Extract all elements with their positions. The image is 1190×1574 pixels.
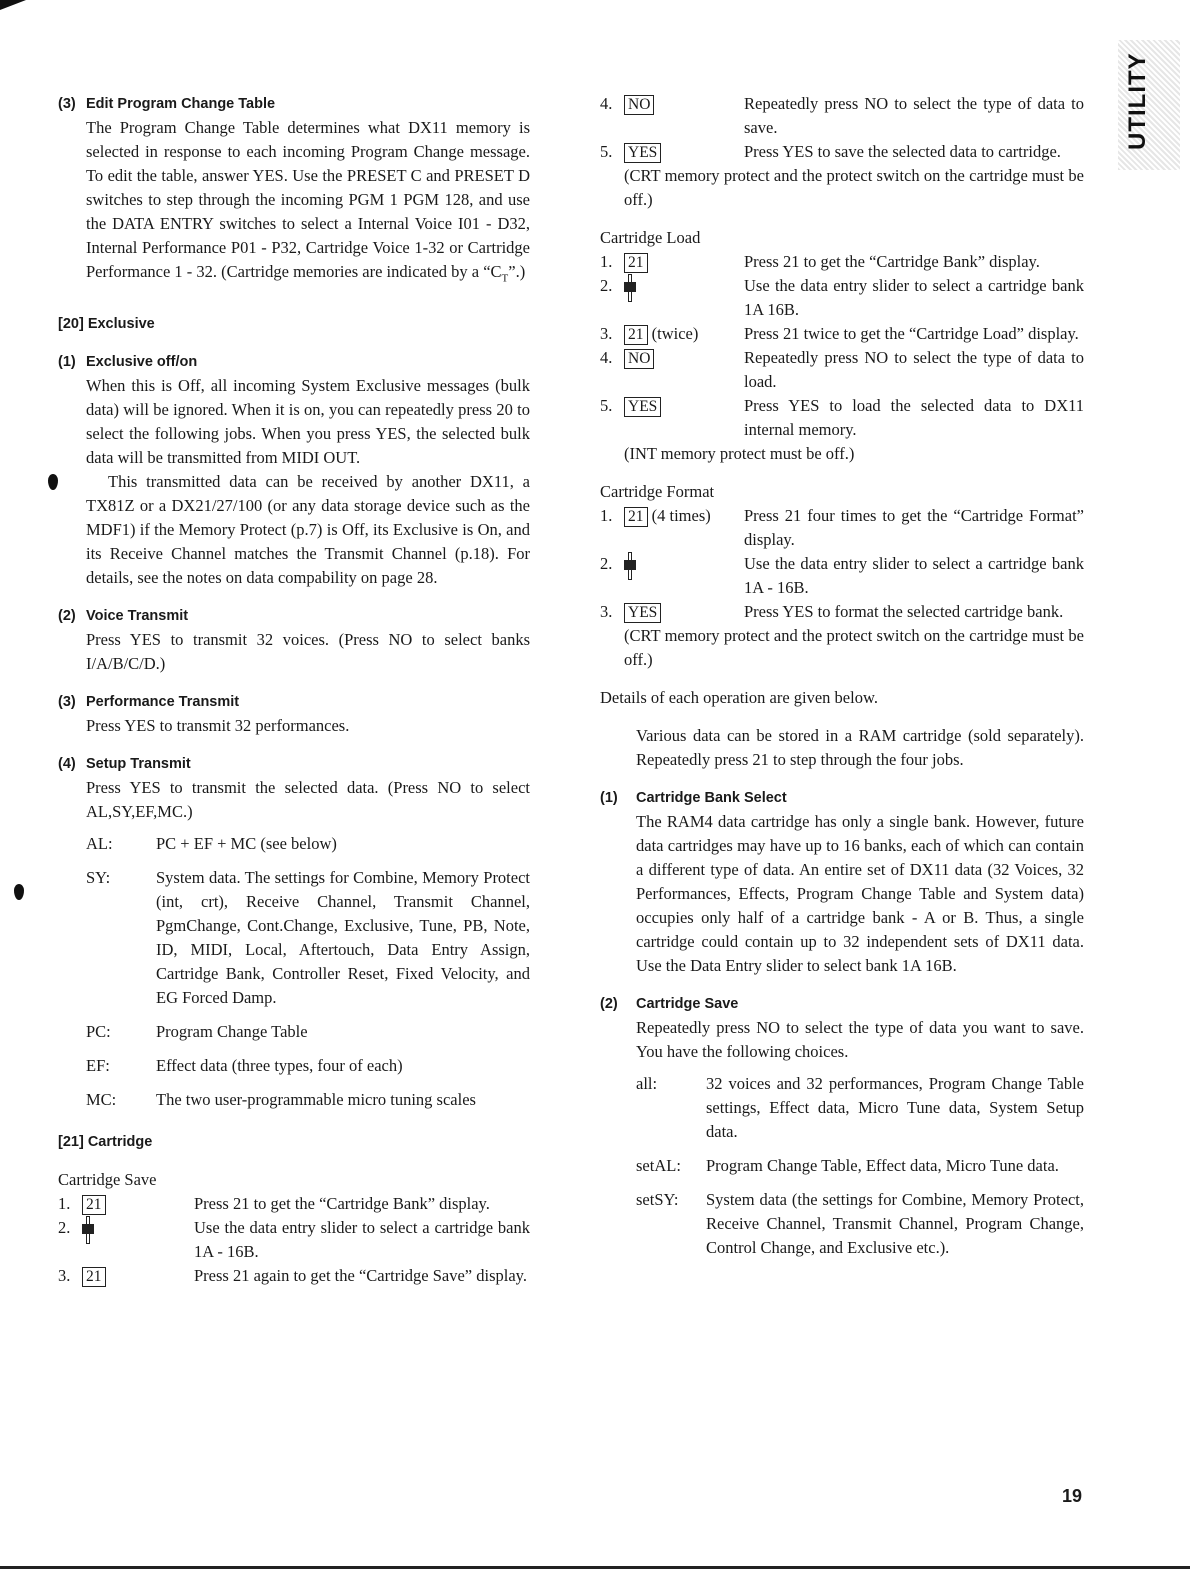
key-21: 21 — [624, 325, 648, 345]
note-crt-protect-format: (CRT memory protect and the protect switch on the cartridge must be off.) — [624, 626, 1084, 669]
paragraph-exclusive-1: When this is Off, all incoming System Exclusive messages (bulk data) will be ignored. When it is on, you can repeatedly press 20 to select the following jobs. When you press YES, the selected bulk data will be transmitted from MIDI OUT. — [86, 376, 530, 468]
paragraph-performance-transmit: Press YES to transmit 32 performances. — [86, 716, 350, 736]
step-item: 3. 21 (twice) Press 21 twice to get the “Cartridge Load” display. — [600, 324, 1079, 343]
paragraph-cartridge-save: Repeatedly press NO to select the type of data you want to save. You have the following choices. — [636, 1018, 1084, 1061]
corner-mark — [0, 0, 26, 10]
slider-icon — [82, 1216, 94, 1244]
page-number: 19 — [1062, 1486, 1083, 1506]
heading-cartridge: [21] Cartridge — [58, 1134, 153, 1151]
heading-cartridge-bank-select: (1) Cartridge Bank Select — [600, 790, 787, 806]
subheading-cartridge-format: Cartridge Format — [600, 482, 715, 501]
heading-exclusive: [20] Exclusive — [58, 316, 155, 333]
list-item: setSY: System data (the settings for Combine, Memory Protect, Receive Channel, Transmit Channel, Program Change, Control Change, and Exclusive etc.). — [636, 1190, 1084, 1257]
left-column — [58, 92, 530, 1288]
key-21: 21 — [624, 507, 648, 527]
key-21: 21 — [624, 253, 648, 273]
list-item: PC: Program Change Table — [86, 1022, 308, 1042]
key-yes: YES — [624, 397, 661, 417]
step-item: 1. 21 Press 21 to get the “Cartridge Bank” display. — [600, 252, 1040, 271]
setup-transmit-list — [58, 832, 530, 1112]
step-item: 4. NO Repeatedly press NO to select the type of data to load. — [600, 348, 1084, 391]
heading-exclusive-off-on: (1) Exclusive off/on — [58, 354, 198, 371]
cartridge-save-steps — [58, 1192, 530, 1288]
right-column — [600, 92, 1084, 1270]
list-item: setAL: Program Change Table, Effect data, Micro Tune data. — [636, 1156, 1059, 1175]
step-item: 1. 21 Press 21 to get the “Cartridge Bank” display. — [58, 1194, 490, 1214]
margin-dot-mark — [14, 884, 24, 900]
slider-icon — [624, 274, 636, 302]
cartridge-save-choices — [600, 1072, 1084, 1260]
paragraph-various-data: Various data can be stored in a RAM cartridge (sold separately). Repeatedly press 21 to step through the four jobs. — [636, 726, 1084, 769]
cartridge-load-steps — [600, 250, 1084, 442]
note-crt-protect: (CRT memory protect and the protect switch on the cartridge must be off.) — [624, 166, 1084, 209]
step-item: 3. YES Press YES to format the selected cartridge bank. — [600, 602, 1064, 621]
margin-dot-mark — [48, 474, 58, 490]
section-tab-label: UTILITY — [1124, 52, 1151, 150]
slider-icon — [624, 552, 636, 580]
step-item: 2. Use the data entry slider to select a cartridge bank 1A - 16B. — [58, 1218, 530, 1262]
list-item: MC: The two user-programmable micro tuning scales — [86, 1090, 476, 1110]
step-item: 1. 21 (4 times) Press 21 four times to get the “Cartridge Format” display. — [600, 506, 1084, 549]
step-item: 5. YES Press YES to load the selected data to DX11 internal memory. — [600, 396, 1084, 439]
cartridge-save-steps-continued — [600, 92, 1084, 164]
key-21: 21 — [82, 1267, 106, 1287]
heading-performance-transmit: (3) Performance Transmit — [58, 694, 240, 711]
list-item: SY: System data. The settings for Combine, Memory Protect (int, crt), Receive Channel, Transmit Channel, PgmChange, Cont.Change, Exclusive, Tune, PB, Note, ID, MIDI, Local, Aftertouch, Data Entry Assign, Cartridge Bank, Controller Reset, Fixed Velocity, and EG Forced Damp. — [86, 868, 530, 1008]
subheading-cartridge-load: Cartridge Load — [600, 228, 701, 247]
paragraph-edit-program-change: The Program Change Table determines what DX11 memory is selected in response to each incoming Program Change message. To edit the table, answer YES. Use the PRESET C and PRESET D switches to step through the incoming PGM 1 PGM 128, and use the DATA ENTRY switches to select a Internal Voice I01 - D32, Internal Performance P01 - P32, Cartridge Voice 1-32 or Cartridge Performance 1 - 32. (Cartridge memories are indicated by a “$C_T$”.) — [86, 118, 530, 285]
step-item: 4. NO Repeatedly press NO to select the type of data to save. — [600, 94, 1084, 137]
list-item: all: 32 voices and 32 performances, Program Change Table settings, Effect data, Micro Tune data, System Setup data. — [636, 1074, 1084, 1141]
heading-voice-transmit: (2) Voice Transmit — [58, 608, 189, 625]
heading-edit-program-change-table: (3) Edit Program Change Table — [58, 96, 276, 112]
cartridge-format-steps — [600, 504, 1084, 624]
bottom-rule — [0, 1566, 1190, 1569]
note-int-protect: (INT memory protect must be off.) — [624, 444, 855, 463]
list-item: EF: Effect data (three types, four of each) — [86, 1056, 403, 1076]
paragraph-voice-transmit: Press YES to transmit 32 voices. (Press NO to select banks I/A/B/C/D.) — [86, 630, 530, 674]
list-item: AL: PC + EF + MC (see below) — [86, 834, 337, 854]
paragraph-details: Details of each operation are given below. — [600, 688, 878, 707]
paragraph-cartridge-bank-select: The RAM4 data cartridge has only a single bank. However, future data cartridges may have up to 16 banks, each of which can contain a different type of data. An entire set of DX11 data (32 Voices, 32 Performances, Effects, Program Change Table and System data) occupies only half of a cartridge bank - A or B. Thus, a single cartridge could contain up to 32 independent sets of DX11 data. Use the Data Entry slider to select bank 1A 16B. — [636, 812, 1084, 975]
step-item: 2. Use the data entry slider to select a cartridge bank 1A - 16B. — [600, 554, 1084, 597]
paragraph-setup-transmit: Press YES to transmit the selected data. (Press NO to select AL,SY,EF,MC.) — [86, 778, 530, 822]
heading-cartridge-save: (2) Cartridge Save — [600, 996, 739, 1012]
key-no: NO — [624, 349, 654, 369]
heading-setup-transmit: (4) Setup Transmit — [58, 756, 191, 773]
step-item: 2. Use the data entry slider to select a cartridge bank 1A 16B. — [600, 276, 1084, 319]
key-yes: YES — [624, 603, 661, 623]
key-yes: YES — [624, 143, 661, 163]
key-no: NO — [624, 95, 654, 115]
step-item: 5. YES Press YES to save the selected data to cartridge. — [600, 142, 1061, 161]
key-21: 21 — [82, 1195, 106, 1215]
step-item: 3. 21 Press 21 again to get the “Cartridge Save” display. — [58, 1266, 527, 1286]
paragraph-exclusive-2: This transmitted data can be received by another DX11, a TX81Z or a DX21/27/100 (or any data storage device such as the MDF1) if the Memory Protect (p.7) is Off, its Exclusive is On, and its Receive Channel matches the Transmit Channel (p.18). For details, see the notes on data compability on page 28. — [58, 470, 530, 590]
subheading-cartridge-save: Cartridge Save — [58, 1170, 157, 1190]
